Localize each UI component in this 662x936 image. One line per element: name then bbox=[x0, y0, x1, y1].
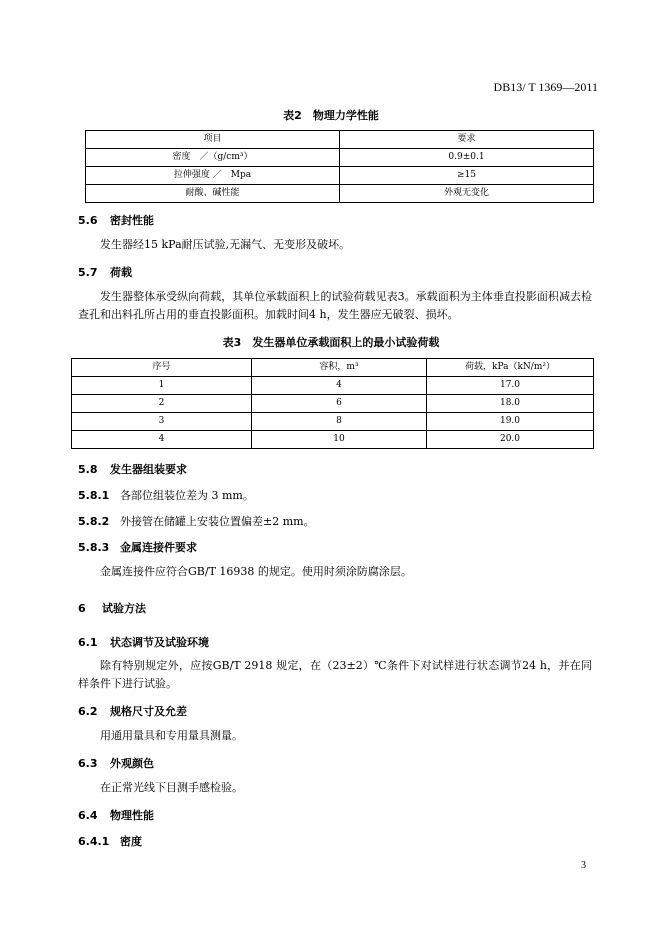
section-title: 外观颜色 bbox=[110, 757, 154, 770]
section-number: 5.8 bbox=[78, 463, 98, 476]
section-heading-6-1 bbox=[78, 634, 209, 650]
table-cell: 3 bbox=[72, 413, 252, 431]
table-header-cell: 容积，m³ bbox=[252, 359, 427, 377]
table-cell: 18.0 bbox=[427, 395, 594, 413]
section-number: 6.4 bbox=[78, 809, 98, 822]
table-cell: 19.0 bbox=[427, 413, 594, 431]
table2 bbox=[85, 130, 594, 203]
table-header-cell: 序号 bbox=[72, 359, 252, 377]
section-text: 各部位组装位差为 3 mm。 bbox=[120, 489, 254, 502]
table-row bbox=[86, 185, 594, 203]
section-number: 6 bbox=[78, 602, 86, 615]
table-header-cell: 要求 bbox=[340, 131, 594, 149]
table-row bbox=[72, 377, 594, 395]
table-cell: 4 bbox=[72, 431, 252, 449]
section-number: 5.8.1 bbox=[78, 489, 110, 502]
table-header-row bbox=[86, 131, 594, 149]
table-cell: 拉伸强度 ／ Mpa bbox=[86, 167, 340, 185]
table-cell: 6 bbox=[252, 395, 427, 413]
paragraph-5-8-3: 金属连接件应符合GB/T 16938 的规定。使用时须涂防腐涂层。 bbox=[100, 565, 412, 578]
table-cell: 2 bbox=[72, 395, 252, 413]
section-title: 状态调节及试验环境 bbox=[110, 636, 209, 649]
section-heading-6-4 bbox=[78, 807, 154, 823]
table-cell: 17.0 bbox=[427, 377, 594, 395]
section-text: 外接管在储罐上安装位置偏差±2 mm。 bbox=[120, 515, 315, 528]
section-title: 规格尺寸及允差 bbox=[110, 705, 187, 718]
paragraph-5-6: 发生器经15 kPa耐压试验,无漏气、无变形及破坏。 bbox=[100, 238, 351, 251]
section-title: 密封性能 bbox=[110, 214, 154, 227]
section-5-8-2 bbox=[78, 513, 315, 529]
section-number: 6.3 bbox=[78, 757, 98, 770]
section-number: 5.8.3 bbox=[78, 541, 110, 554]
table-cell: 1 bbox=[72, 377, 252, 395]
section-title: 荷载 bbox=[110, 266, 132, 279]
paragraph-6-2: 用通用量具和专用量具测量。 bbox=[100, 729, 243, 742]
table-header-row bbox=[72, 359, 594, 377]
table-cell: ≥15 bbox=[340, 167, 594, 185]
section-heading-5-8-3 bbox=[78, 539, 197, 555]
section-heading-6 bbox=[78, 600, 146, 616]
page-number: 3 bbox=[581, 860, 586, 871]
table-cell: 外观无变化 bbox=[340, 185, 594, 203]
document-code: DB13/ T 1369—2011 bbox=[493, 80, 598, 94]
section-heading-6-2 bbox=[78, 703, 187, 719]
table-header-cell: 项目 bbox=[86, 131, 340, 149]
table-row bbox=[72, 413, 594, 431]
table2-title: 表2 物理力学性能 bbox=[283, 109, 379, 122]
section-number: 6.1 bbox=[78, 636, 98, 649]
table-cell: 耐酸、碱性能 bbox=[86, 185, 340, 203]
table-cell: 20.0 bbox=[427, 431, 594, 449]
section-number: 5.7 bbox=[78, 266, 98, 279]
table-cell: 0.9±0.1 bbox=[340, 149, 594, 167]
table-header-cell: 荷载，kPa（kN/m²） bbox=[427, 359, 594, 377]
table-row bbox=[86, 149, 594, 167]
table3-title: 表3 发生器单位承载面积上的最小试验荷载 bbox=[222, 336, 440, 349]
section-number: 5.8.2 bbox=[78, 515, 110, 528]
paragraph-6-1: 除有特别规定外，应按GB/T 2918 规定，在（23±2）℃条件下对试样进行状态调节24 h，并在同样条件下进行试验。 bbox=[78, 659, 592, 690]
section-title: 物理性能 bbox=[110, 809, 154, 822]
section-heading-6-3 bbox=[78, 755, 154, 771]
section-number: 5.6 bbox=[78, 214, 98, 227]
section-number: 6.4.1 bbox=[78, 835, 110, 848]
section-title: 发生器组装要求 bbox=[110, 463, 187, 476]
table-cell: 10 bbox=[252, 431, 427, 449]
section-heading-5-6 bbox=[78, 212, 154, 228]
table-row bbox=[72, 395, 594, 413]
section-number: 6.2 bbox=[78, 705, 98, 718]
section-heading-5-8 bbox=[78, 461, 187, 477]
table3 bbox=[71, 358, 594, 449]
table-cell: 4 bbox=[252, 377, 427, 395]
section-5-8-1 bbox=[78, 487, 254, 503]
section-title: 试验方法 bbox=[102, 602, 146, 615]
section-heading-5-7 bbox=[78, 264, 132, 280]
section-heading-6-4-1 bbox=[78, 833, 142, 849]
section-title: 金属连接件要求 bbox=[120, 541, 197, 554]
table-row bbox=[86, 167, 594, 185]
paragraph-6-3: 在正常光线下目测手感检验。 bbox=[100, 781, 243, 794]
table-cell: 8 bbox=[252, 413, 427, 431]
table-cell: 密度 ／（g/cm³） bbox=[86, 149, 340, 167]
paragraph-5-7: 发生器整体承受纵向荷载，其单位承载面积上的试验荷载见表3。承载面积为主体垂直投影面积减去检查孔和出料孔所占用的垂直投影面积。加载时间4 h，发生器应无破裂、损坏。 bbox=[78, 290, 592, 321]
section-title: 密度 bbox=[120, 835, 142, 848]
table-row bbox=[72, 431, 594, 449]
